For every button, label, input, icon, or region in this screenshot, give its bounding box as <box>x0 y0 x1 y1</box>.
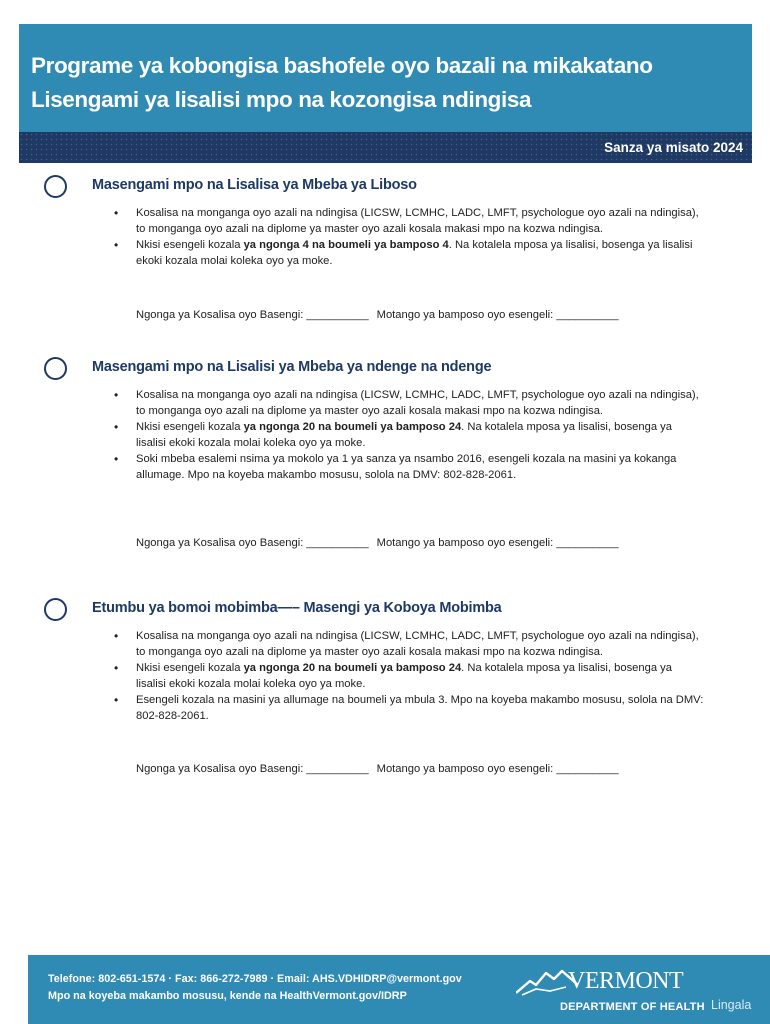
weeks-field[interactable]: Motango ya bamposo oyo esengeli: __________ <box>376 537 619 549</box>
checkbox-circle[interactable] <box>44 357 67 380</box>
language-label: Lingala <box>711 998 752 1012</box>
date-label: Sanza ya misato 2024 <box>604 140 743 155</box>
checkbox-circle[interactable] <box>44 598 67 621</box>
list-item: • Nkisi esengeli kozala ya ngonga 20 na boumeli ya bamposo 24. Na kotalela mposa ya lisalisi, bosenga ya lisalisi ekoki kozala molai koleka oyo ya moke. <box>114 660 704 692</box>
page-subtitle: Lisengami ya lisalisi mpo na kozongisa ndingisa <box>31 87 532 112</box>
date-bar <box>19 132 752 163</box>
list-item: • Esengeli kozala na masini ya allumage na boumeli ya mbula 3. Mpo na koyeba makambo mosusu, solola na DMV: 802-828-2061. <box>114 692 704 724</box>
footer <box>28 955 770 1024</box>
section-title: Etumbu ya bomoi mobimba—– Masengi ya Koboya Mobimba <box>92 600 502 616</box>
list-item: • Nkisi esengeli kozala ya ngonga 4 na boumeli ya bamposo 4. Na kotalela mposa ya lisalisi, bosenga ya lisalisi ekoki kozala molai koleka oyo ya moke. <box>114 237 704 269</box>
list-item: • Kosalisa na monganga oyo azali na ndingisa (LICSW, LCMHC, LADC, LMFT, psychologue oyo azali na ndingisa), to monganga oyo azali na diplome ya master oyo azali kosala makasi mpo na kozwa ndingisa. <box>114 387 704 419</box>
contact-line: Telefone: 802-651-1574 · Fax: 866-272-7989 · Email: AHS.VDHIDRP@vermont.gov <box>48 973 462 985</box>
hours-field[interactable]: Ngonga ya Kosalisa oyo Basengi: __________ <box>136 537 369 549</box>
info-line: Mpo na koyeba makambo mosusu, kende na HealthVermont.gov/IDRP <box>48 990 407 1002</box>
list-item: • Soki mbeba esalemi nsima ya mokolo ya 1 ya sanza ya nsambo 2016, esengeli kozala na masini ya kokanga allumage. Mpo na koyeba makambo mosusu, solola na DMV: 802-828-2061. <box>114 451 704 483</box>
requirements-list <box>114 387 704 483</box>
form-fields <box>136 309 619 321</box>
logo-text: VERMONT <box>568 968 684 994</box>
list-item: • Kosalisa na monganga oyo azali na ndingisa (LICSW, LCMHC, LADC, LMFT, psychologue oyo azali na ndingisa), to monganga oyo azali na diplome ya master oyo azali kosala makasi mpo na kozwa ndingisa. <box>114 205 704 237</box>
requirements-list <box>114 628 704 724</box>
section-title: Masengami mpo na Lisalisi ya Mbeba ya ndenge na ndenge <box>92 359 492 375</box>
header-banner <box>19 24 752 132</box>
form-fields <box>136 763 619 775</box>
logo-subtitle: DEPARTMENT OF HEALTH <box>560 1001 705 1013</box>
form-fields <box>136 537 619 549</box>
weeks-field[interactable]: Motango ya bamposo oyo esengeli: __________ <box>376 309 619 321</box>
list-item: • Nkisi esengeli kozala ya ngonga 20 na boumeli ya bamposo 24. Na kotalela mposa ya lisalisi, bosenga ya lisalisi ekoki kozala molai koleka oyo ya moke. <box>114 419 704 451</box>
list-item: • Kosalisa na monganga oyo azali na ndingisa (LICSW, LCMHC, LADC, LMFT, psychologue oyo azali na ndingisa), to monganga oyo azali na diplome ya master oyo azali kosala makasi mpo na kozwa ndingisa. <box>114 628 704 660</box>
hours-field[interactable]: Ngonga ya Kosalisa oyo Basengi: __________ <box>136 309 369 321</box>
page-title: Programe ya kobongisa bashofele oyo bazali na mikakatano <box>31 53 653 78</box>
section-title: Masengami mpo na Lisalisa ya Mbeba ya Liboso <box>92 177 417 193</box>
weeks-field[interactable]: Motango ya bamposo oyo esengeli: __________ <box>376 763 619 775</box>
vermont-logo <box>516 963 716 1019</box>
hours-field[interactable]: Ngonga ya Kosalisa oyo Basengi: __________ <box>136 763 369 775</box>
requirements-list <box>114 205 704 269</box>
checkbox-circle[interactable] <box>44 175 67 198</box>
